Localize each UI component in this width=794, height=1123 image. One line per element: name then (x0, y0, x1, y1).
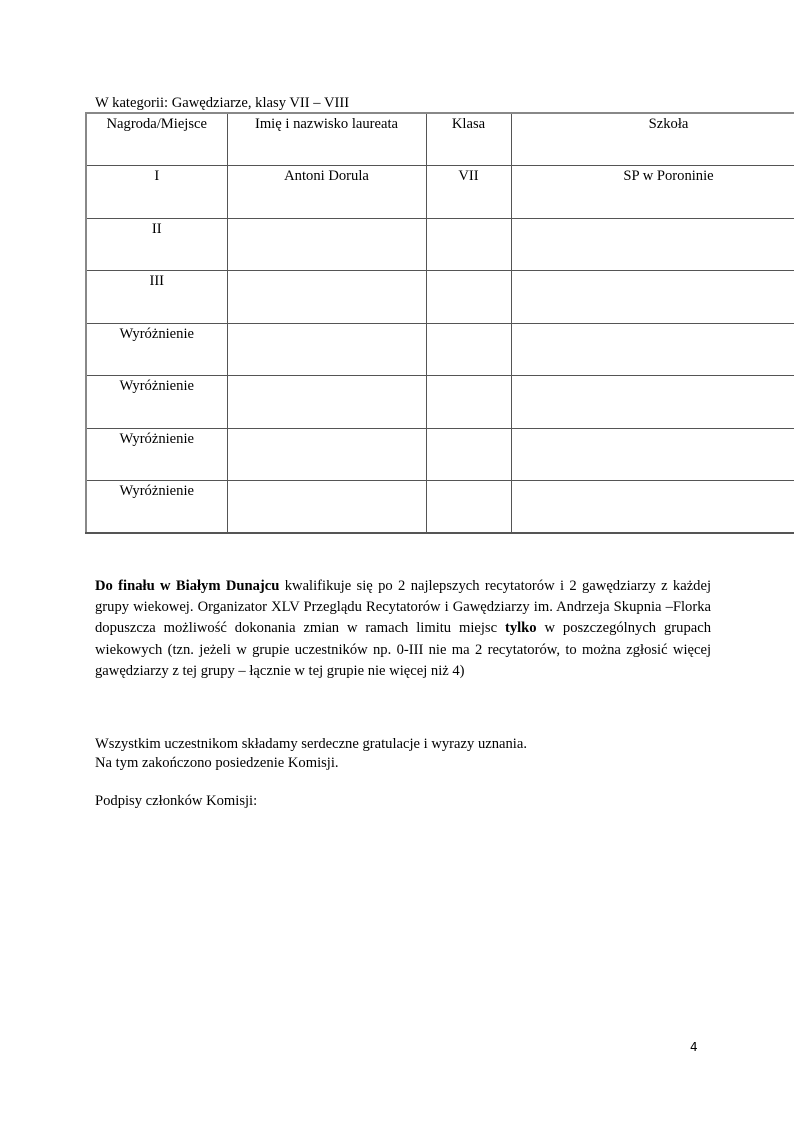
table-row (86, 428, 794, 481)
cell-place: I (86, 166, 227, 219)
paragraph-text-2: w poszczególnych grupach wiekowych (tzn. jeżeli w grupie uczestników np. 0-III nie ma 2 recytatorów, to można zgłosić więcej gawędziarzy z tej grupy – łącznie w tej grupie nie więcej niż 4) (95, 620, 711, 679)
cell-school (511, 376, 794, 429)
final-qualification-paragraph (95, 576, 711, 682)
cell-name: Antoni Dorula (227, 166, 426, 219)
results-table (85, 112, 794, 534)
cell-place: II (86, 218, 227, 271)
congratulations-text: Wszystkim uczestnikom składamy serdeczne gratulacje i wyrazy uznania. (95, 736, 527, 752)
table-row (86, 376, 794, 429)
cell-class (426, 218, 511, 271)
header-school: Szkoła (511, 113, 794, 166)
cell-class (426, 481, 511, 534)
cell-name (227, 481, 426, 534)
cell-class (426, 323, 511, 376)
cell-class: VII (426, 166, 511, 219)
paragraph-text-1: kwalifikuje się po 2 najlepszych recytatorów i 2 gawędziarzy z każdej grupy wiekowej. Organizator XLV Przeglądu Recytatorów i Gawędziarzy im. Andrzeja Skupnia –Florka dopuszcza możliwość dokonania zmian w ramach limitu miejsc (95, 578, 711, 637)
cell-class (426, 271, 511, 324)
cell-name (227, 428, 426, 481)
header-place: Nagroda/Miejsce (86, 113, 227, 166)
cell-place: Wyróżnienie (86, 323, 227, 376)
table-header-row (86, 113, 794, 166)
cell-school (511, 428, 794, 481)
cell-school (511, 218, 794, 271)
cell-place: Wyróżnienie (86, 376, 227, 429)
page-number: 4 (690, 1040, 698, 1054)
cell-class (426, 428, 511, 481)
header-name: Imię i nazwisko laureata (227, 113, 426, 166)
cell-school: SP w Poroninie (511, 166, 794, 219)
table-row (86, 481, 794, 534)
emphasis-only-bold: tylko (504, 620, 537, 637)
cell-place: Wyróżnienie (86, 428, 227, 481)
cell-place: III (86, 271, 227, 324)
cell-school (511, 481, 794, 534)
signatures-label: Podpisy członków Komisji: (95, 793, 258, 809)
cell-school (511, 271, 794, 324)
cell-name (227, 376, 426, 429)
final-location-bold: Do finału w Białym Dunajcu (95, 578, 280, 594)
cell-name (227, 218, 426, 271)
header-class: Klasa (426, 113, 511, 166)
session-end-text: Na tym zakończono posiedzenie Komisji. (95, 755, 339, 771)
cell-class (426, 376, 511, 429)
cell-school (511, 323, 794, 376)
cell-place: Wyróżnienie (86, 481, 227, 534)
table-row (86, 271, 794, 324)
table-row (86, 166, 794, 219)
table-caption: W kategorii: Gawędziarze, klasy VII – VIII (95, 95, 350, 111)
table-row (86, 218, 794, 271)
cell-name (227, 271, 426, 324)
cell-name (227, 323, 426, 376)
table-row (86, 323, 794, 376)
